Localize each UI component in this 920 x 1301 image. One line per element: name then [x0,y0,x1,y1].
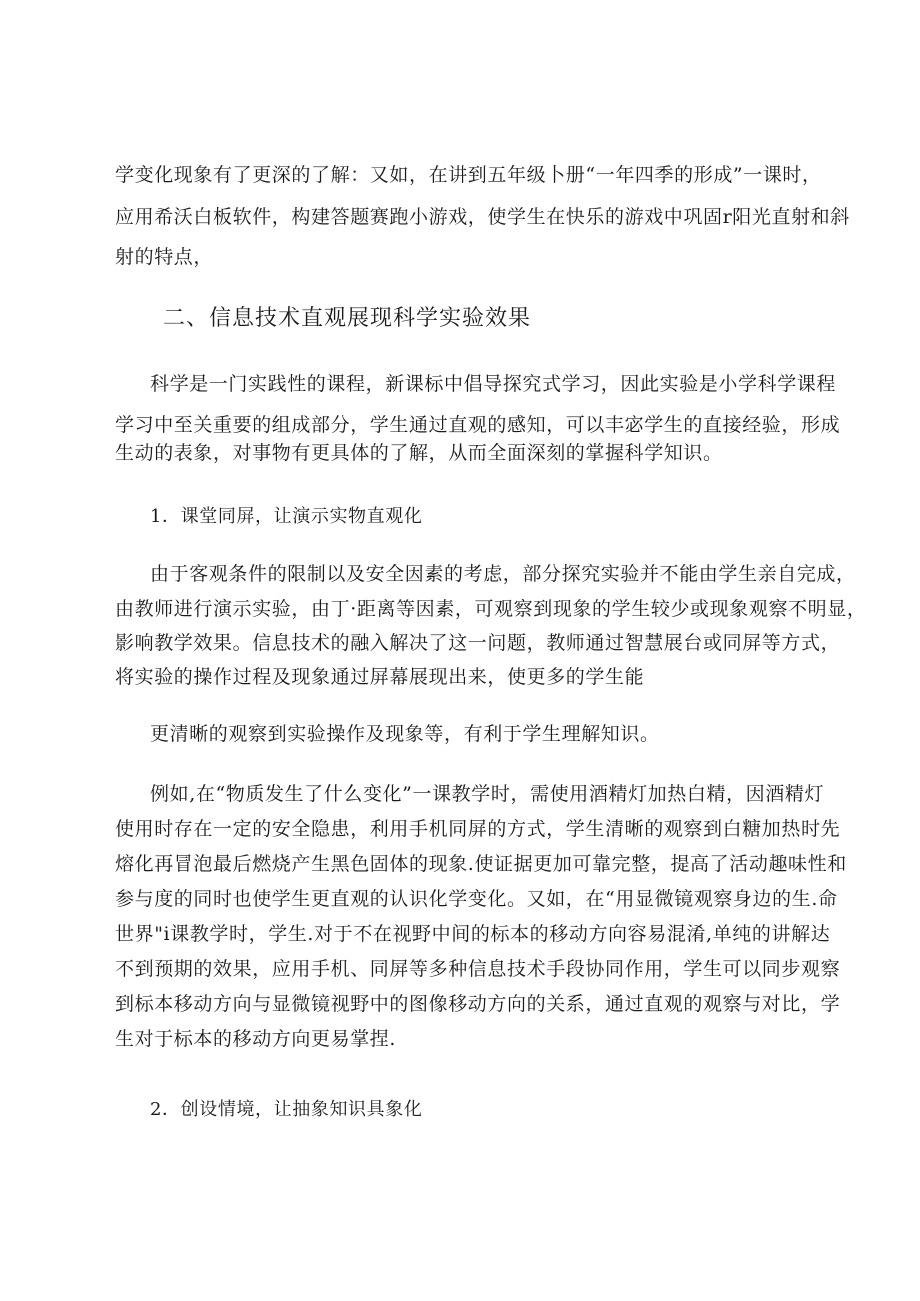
paragraph-3-line-8: 生对于标本的移动方向更易掌捏. [115,1028,397,1050]
section-paragraph-line-3: 生动的表象，对事物有更具体的了解，从而全面深刻的掌握科学知识。 [115,442,723,464]
paragraph-3-line-6: 不到预期的效果，应用手机、同屏等多种信息技术手段协同作用，学生可以同步观察 [115,958,841,980]
paragraph-3-line-5: 世界"i课教学时，学生.对于不在视野中间的标本的移动方向容易混淆,单纯的讲解达 [115,923,831,945]
section-paragraph-line-1: 科学是一门实践性的课程，新课标中倡导探究式学习，因此实验是小学科学课程 [150,373,837,395]
intro-line-3: 射的特点， [115,246,214,268]
paragraph-3-line-1: 例如,在“物质发生了什么变化”一课教学时，需使用酒精灯加热白精，因酒精灯 [150,783,825,805]
intro-line-1: 学变化现象有了更深的了解：又如，在讲到五年级卜册“一年四季的形成”一课时， [115,164,822,186]
paragraph-3-line-7: 到标本移动方向与显微镜视野中的图像移动方向的关系，通过直观的观察与对比，学 [115,993,841,1015]
paragraph-3-line-2: 使用时存在一定的安全隐患，利用手机同屏的方式，学生清晰的观察到白糖加热时先 [115,818,841,840]
paragraph-1-line-1: 由于客观条件的限制以及安全因素的考虑，部分探究实验并不能由学生亲自完成， [150,563,856,585]
section-heading: 二、信息技术直观展现科学实验效果 [163,306,532,331]
paragraph-3-line-4: 参与度的同时也使学生更直观的认识化学变化。又如，在“用显微镜观察身边的生.命 [115,888,838,910]
section-paragraph-line-2: 学习中至关重要的组成部分，学生通过直观的感知，可以丰宓学生的直接经验，形成 [115,414,841,436]
paragraph-1-line-3: 影响教学效果。信息技术的融入解决了这一问题，教师通过智慧展台或同屏等方式， [115,632,841,654]
subheading-1: 1．课堂同屏，让演示实物直观化 [150,506,423,527]
paragraph-3-line-3: 熔化再冒泡最后燃烧产生黑色固体的现象.使证据更加可靠完整，提高了活动趣味性和 [115,853,847,875]
subheading-2: 2．创设情境，让抽象知识具象化 [150,1099,423,1120]
intro-line-2: 应用希沃白板软件，构建答题赛跑小游戏，使学生在快乐的游戏中巩固r阳光直射和斜 [115,206,850,228]
paragraph-1-line-4: 将实验的操作过程及现象通过屏幕展现出来，使更多的学生能 [115,666,645,688]
paragraph-1-line-2: 由教师进行演示实验，由丁·距离等因素，可观察到现象的学生较少或现象观察不明显， [115,598,867,620]
paragraph-2-line-1: 更清晰的观察到实验操作及现象等，有利于学生理解知识。 [150,723,660,745]
